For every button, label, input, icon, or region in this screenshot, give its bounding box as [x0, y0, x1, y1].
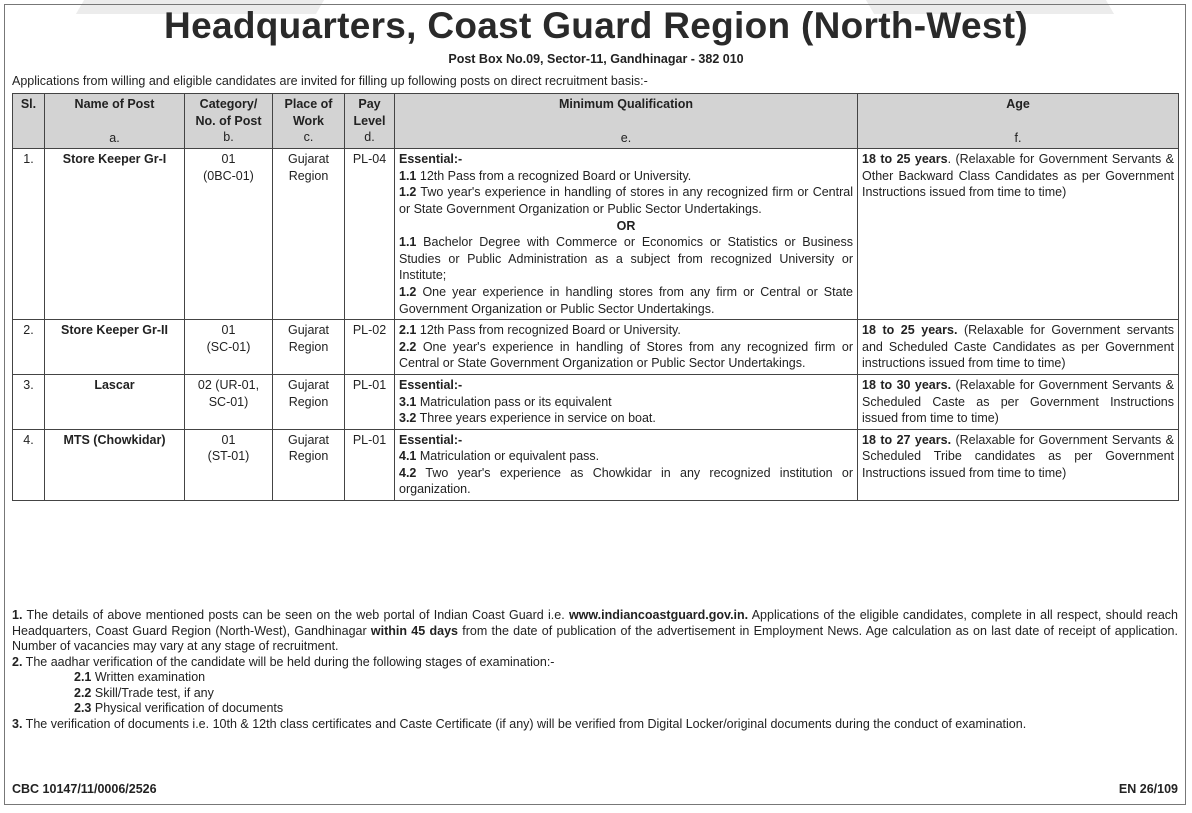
row-qualification: Essential:- 1.1 12th Pass from a recognized Board or University. 1.2 Two year's experience in handling of stores in any recognized firm or Central or State Government Organization or Public Sector Undertakings. OR 1.1 Bachelor Degree with Commerce or Economics or Statistics or Business Studies or Public Administration as a subject from recognized University or Institute; 1.2 One year experience in handling stores from any firm or Central or State Government Organization or Public Sector Undertakings. [395, 149, 858, 320]
posts-table [12, 93, 1179, 501]
header-pay: Pay Level d. [345, 94, 395, 149]
header-place: Place of Work c. [273, 94, 345, 149]
row-sl: 4. [13, 429, 45, 500]
header-age: Age f. [858, 94, 1179, 149]
row-age: 18 to 30 years. (Relaxable for Government Servants & Scheduled Caste as per Government Instructions issued from time to time) [858, 374, 1179, 429]
table-row [13, 374, 1179, 429]
note-3: 3. The verification of documents i.e. 10th & 12th class certificates and Caste Certificate (if any) will be verified from Digital Locker/original documents during the conduct of examination. [12, 716, 1027, 731]
row-pay: PL-01 [345, 429, 395, 500]
row-qualification: Essential:- 4.1 Matriculation or equivalent pass. 4.2 Two year's experience as Chowkidar in any recognized institution or organization. [395, 429, 858, 500]
row-category: 01 (0BC-01) [185, 149, 273, 320]
row-pay: PL-02 [345, 320, 395, 375]
table-row [13, 320, 1179, 375]
row-post: Store Keeper Gr-II [45, 320, 185, 375]
row-age: 18 to 27 years. (Relaxable for Government Servants & Scheduled Tribe candidates as per Government Instructions issued from time to time) [858, 429, 1179, 500]
row-place: Gujarat Region [273, 320, 345, 375]
or-separator: OR [616, 218, 636, 233]
row-qualification: Essential:- 3.1 Matriculation pass or its equivalent 3.2 Three years experience in service on boat. [395, 374, 858, 429]
row-category: 01 (ST-01) [185, 429, 273, 500]
row-sl: 3. [13, 374, 45, 429]
header-qualification: Minimum Qualification e. [395, 94, 858, 149]
row-sl: 2. [13, 320, 45, 375]
header-post: Name of Post a. [45, 94, 185, 149]
header-category: Category/ No. of Post b. [185, 94, 273, 149]
address-line: Post Box No.09, Sector-11, Gandhinagar - 382 010 [448, 52, 744, 66]
row-place: Gujarat Region [273, 374, 345, 429]
row-post: MTS (Chowkidar) [45, 429, 185, 500]
stage-item: 2.1 Written examination [74, 670, 206, 684]
table-row [13, 149, 1179, 320]
intro-text: Applications from willing and eligible candidates are invited for filling up following posts on direct recruitment basis:- [12, 74, 648, 88]
row-qualification: 2.1 12th Pass from recognized Board or University. 2.2 One year's experience in handling of Stores from any recognized firm or Central or State Government Organization or Public Sector Undertakings. [395, 320, 858, 375]
table-row [13, 429, 1179, 500]
row-place: Gujarat Region [273, 149, 345, 320]
row-age: 18 to 25 years. (Relaxable for Government servants and Scheduled Caste Candidates as per Government instructions issued from time to time) [858, 320, 1179, 375]
cbc-number: CBC 10147/11/0006/2526 [12, 782, 157, 796]
row-place: Gujarat Region [273, 429, 345, 500]
row-sl: 1. [13, 149, 45, 320]
row-category: 01 (SC-01) [185, 320, 273, 375]
en-number: EN 26/109 [1118, 782, 1178, 796]
notes-section [12, 608, 1178, 732]
note-1: 1. The details of above mentioned posts can be seen on the web portal of Indian Coast Guard i.e. www.indiancoastguard.gov.in. Applications of the eligible candidates, complete in all respect, should reach Headquarters, Coast Guard Region (North-West), Gandhinagar within 45 days from the date of publication of the advertisement in Employment News. Age calculation as on last date of receipt of application. Number of vacancies may vary at any stage of recruitment. [12, 608, 1178, 653]
website-url: www.indiancoastguard.gov.in. [568, 608, 749, 622]
stage-item: 2.3 Physical verification of documents [74, 701, 284, 715]
row-pay: PL-04 [345, 149, 395, 320]
table-header-row [13, 94, 1179, 149]
stage-item: 2.2 Skill/Trade test, if any [74, 685, 214, 700]
row-post: Store Keeper Gr-I [45, 149, 185, 320]
footer [12, 782, 1178, 796]
header-sl: Sl. [13, 94, 45, 149]
row-pay: PL-01 [345, 374, 395, 429]
row-category: 02 (UR-01, SC-01) [185, 374, 273, 429]
row-age: 18 to 25 years. (Relaxable for Government Servants & Other Backward Class Candidates as per Government Instructions issued from time to time) [858, 149, 1179, 320]
row-post: Lascar [45, 374, 185, 429]
page-title: Headquarters, Coast Guard Region (North-West) [164, 5, 1028, 46]
note-2: 2. The aadhar verification of the candidate will be held during the following stages of examination:- [12, 654, 555, 669]
